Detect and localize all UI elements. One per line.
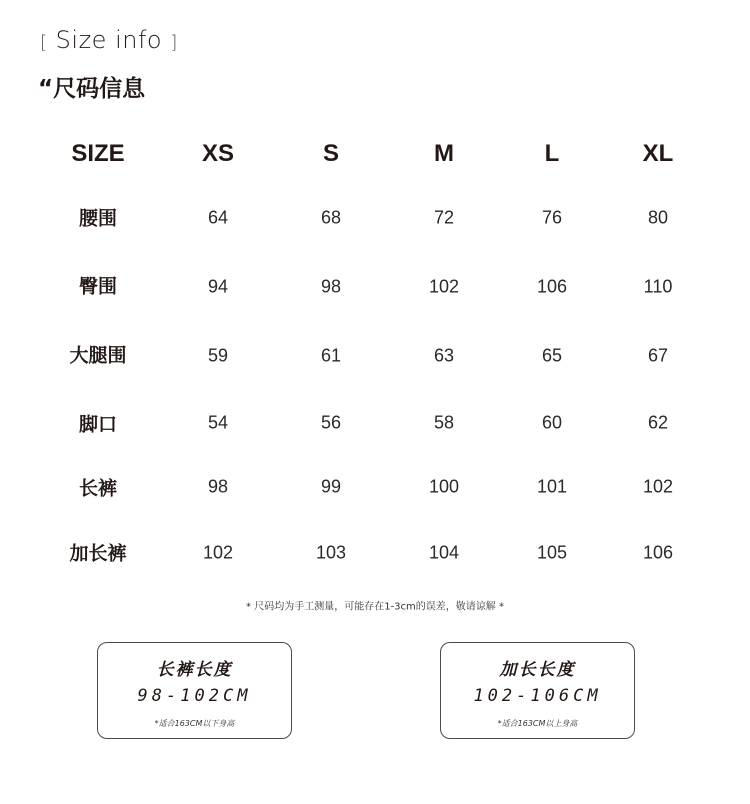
table-cell: 61: [320, 345, 342, 366]
row-label-hip: 臀围: [78, 275, 118, 298]
header-xs: XS: [201, 140, 235, 167]
box-range: 102-106CM: [473, 686, 602, 706]
table-cell: 103: [315, 542, 347, 563]
table-cell: 105: [536, 542, 568, 563]
measurement-note: * 尺码均为手工测量，可能存在1-3cm的误差，敬请谅解 *: [246, 601, 504, 613]
title-chinese: “尺码信息: [38, 76, 146, 102]
box-note: *适合163CM以下身高: [154, 719, 235, 728]
box-range: 98-102CM: [137, 686, 252, 706]
title-english-text: Size info: [55, 26, 163, 54]
table-cell: 54: [207, 412, 229, 433]
trousers-length-box: [97, 642, 292, 739]
row-label-long-trousers: 加长裤: [69, 542, 127, 565]
table-cell: 80: [647, 207, 669, 228]
table-cell: 104: [428, 542, 460, 563]
header-m: M: [434, 140, 454, 167]
table-cell: 102: [642, 476, 674, 497]
table-cell: 65: [541, 345, 563, 366]
table-cell: 99: [320, 476, 342, 497]
table-cell: 68: [320, 207, 342, 228]
row-label-hem: 脚口: [78, 413, 118, 436]
title-english: [40, 26, 178, 54]
bracket-close: ]: [170, 32, 178, 53]
box-note: *适合163CM以上身高: [497, 719, 578, 728]
header-l: L: [544, 140, 560, 167]
table-cell: 102: [428, 276, 460, 297]
header-xl: XL: [642, 140, 674, 167]
row-label-trousers: 长裤: [78, 477, 118, 500]
table-cell: 67: [647, 345, 669, 366]
table-cell: 64: [207, 207, 229, 228]
box-title: 加长长度: [499, 660, 576, 680]
table-cell: 60: [541, 412, 563, 433]
table-cell: 62: [647, 412, 669, 433]
table-cell: 63: [433, 345, 455, 366]
table-cell: 59: [207, 345, 229, 366]
table-cell: 94: [207, 276, 229, 297]
header-s: S: [322, 140, 340, 167]
table-cell: 76: [541, 207, 563, 228]
table-cell: 100: [428, 476, 460, 497]
header-size: SIZE: [71, 140, 125, 167]
table-cell: 56: [320, 412, 342, 433]
table-cell: 58: [433, 412, 455, 433]
row-label-thigh: 大腿围: [69, 344, 127, 367]
table-cell: 98: [207, 476, 229, 497]
table-cell: 106: [536, 276, 568, 297]
table-cell: 110: [643, 276, 673, 297]
table-cell: 101: [536, 476, 568, 497]
row-label-waist: 腰围: [78, 207, 118, 230]
table-cell: 106: [642, 542, 674, 563]
table-cell: 98: [320, 276, 342, 297]
table-cell: 72: [433, 207, 455, 228]
table-cell: 102: [202, 542, 234, 563]
box-title: 长裤长度: [156, 660, 233, 680]
bracket-open: [: [40, 32, 48, 53]
long-trousers-length-box: [440, 642, 635, 739]
